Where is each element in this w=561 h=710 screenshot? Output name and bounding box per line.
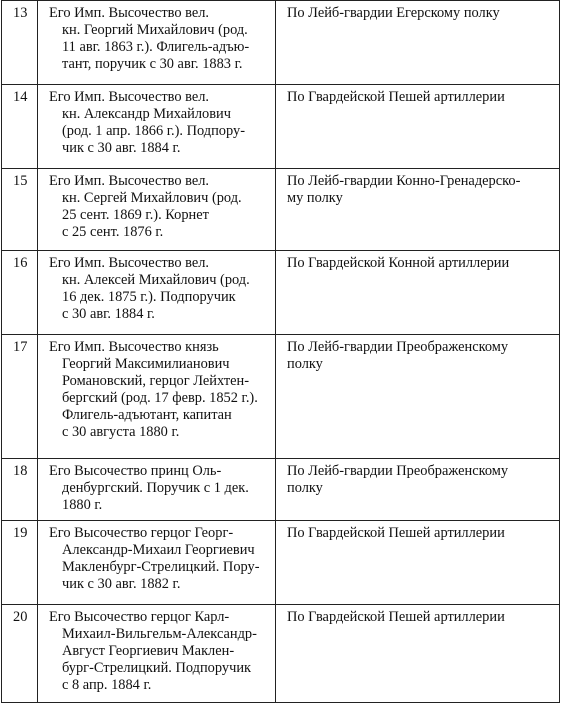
description-line: с 8 апр. 1884 г.	[62, 677, 152, 693]
row-number: 14	[2, 85, 38, 169]
assignment-line: По Лейб-гвардии Преображенскому	[287, 339, 509, 355]
row-number: 13	[2, 1, 38, 85]
row-number: 16	[2, 251, 38, 335]
description-line: чик с 30 авг. 1882 г.	[62, 576, 181, 592]
description-line: Его Имп. Высочество вел.	[49, 173, 210, 189]
assignment-line: По Лейб-гвардии Преображенскому	[287, 463, 509, 479]
table-row	[2, 1, 560, 85]
row-number: 18	[2, 459, 38, 521]
description-line: 25 сент. 1869 г.). Корнет	[62, 207, 209, 223]
assignment-line: По Гвардейской Пешей артиллерии	[287, 89, 505, 105]
officers-table	[1, 0, 560, 703]
description-line: Август Георгиевич Маклен-	[62, 643, 235, 659]
description-line: Его Имп. Высочество вел.	[49, 255, 210, 271]
assignment-line: По Гвардейской Пешей артиллерии	[287, 609, 505, 625]
description-line: кн. Александр Михайлович	[62, 106, 231, 122]
regiment-assignment	[276, 251, 560, 335]
regiment-assignment	[276, 605, 560, 703]
description-line: 16 дек. 1875 г.). Подпоручик	[62, 289, 236, 305]
description-line: бергский (род. 17 февр. 1852 г.).	[62, 390, 258, 406]
table-row	[2, 251, 560, 335]
description-line: Его Имп. Высочество князь	[49, 339, 219, 355]
row-number: 15	[2, 169, 38, 251]
description-line: 11 авг. 1863 г.). Флигель-адъю-	[62, 39, 250, 55]
table-row	[2, 605, 560, 703]
description-line: Его Высочество герцог Георг-	[49, 525, 234, 541]
regiment-assignment	[276, 169, 560, 251]
description-line: бург-Стрелицкий. Подпоручик	[62, 660, 252, 676]
regiment-assignment	[276, 335, 560, 459]
description-line: Романовский, герцог Лейхтен-	[62, 373, 249, 389]
table-row	[2, 335, 560, 459]
table-row	[2, 521, 560, 605]
description-line: Макленбург-Стрелицкий. Пору-	[62, 559, 260, 575]
person-description	[38, 521, 276, 605]
regiment-assignment	[276, 85, 560, 169]
table-row	[2, 169, 560, 251]
description-line: с 30 августа 1880 г.	[62, 424, 180, 440]
description-line: кн. Алексей Михайлович (род.	[62, 272, 250, 288]
row-number: 17	[2, 335, 38, 459]
table-row	[2, 459, 560, 521]
description-line: Флигель-адъютант, капитан	[62, 407, 232, 423]
assignment-line: По Гвардейской Конной артиллерии	[287, 255, 510, 271]
regiment-assignment	[276, 1, 560, 85]
row-number: 20	[2, 605, 38, 703]
description-line: с 25 сент. 1876 г.	[62, 224, 164, 240]
description-line: кн. Георгий Михайлович (род.	[62, 22, 248, 38]
assignment-line: полку	[287, 356, 323, 372]
description-line: 1880 г.	[62, 497, 103, 513]
description-line: чик с 30 авг. 1884 г.	[62, 140, 181, 156]
row-number: 19	[2, 521, 38, 605]
regiment-assignment	[276, 521, 560, 605]
person-description	[38, 251, 276, 335]
description-line: (род. 1 апр. 1866 г.). Подпору-	[62, 123, 245, 139]
person-description	[38, 85, 276, 169]
description-line: тант, поручик с 30 авг. 1883 г.	[62, 56, 243, 72]
table-body	[2, 1, 560, 703]
person-description	[38, 1, 276, 85]
description-line: денбургский. Поручик с 1 дек.	[62, 480, 249, 496]
assignment-line: му полку	[287, 190, 343, 206]
table-row	[2, 85, 560, 169]
description-line: Его Имп. Высочество вел.	[49, 5, 210, 21]
description-line: кн. Сергей Михайлович (род.	[62, 190, 242, 206]
description-line: с 30 авг. 1884 г.	[62, 306, 155, 322]
person-description	[38, 459, 276, 521]
assignment-line: По Лейб-гвардии Егерскому полку	[287, 5, 500, 21]
description-line: Георгий Максимилианович	[62, 356, 230, 372]
description-line: Его Высочество герцог Карл-	[49, 609, 230, 625]
description-line: Михаил-Вильгельм-Александр-	[62, 626, 257, 642]
assignment-line: По Гвардейской Пешей артиллерии	[287, 525, 505, 541]
regiment-assignment	[276, 459, 560, 521]
assignment-line: полку	[287, 480, 323, 496]
person-description	[38, 335, 276, 459]
description-line: Александр-Михаил Георгиевич	[62, 542, 255, 558]
description-line: Его Высочество принц Оль-	[49, 463, 222, 479]
description-line: Его Имп. Высочество вел.	[49, 89, 210, 105]
person-description	[38, 169, 276, 251]
person-description	[38, 605, 276, 703]
assignment-line: По Лейб-гвардии Конно-Гренадерско-	[287, 173, 521, 189]
